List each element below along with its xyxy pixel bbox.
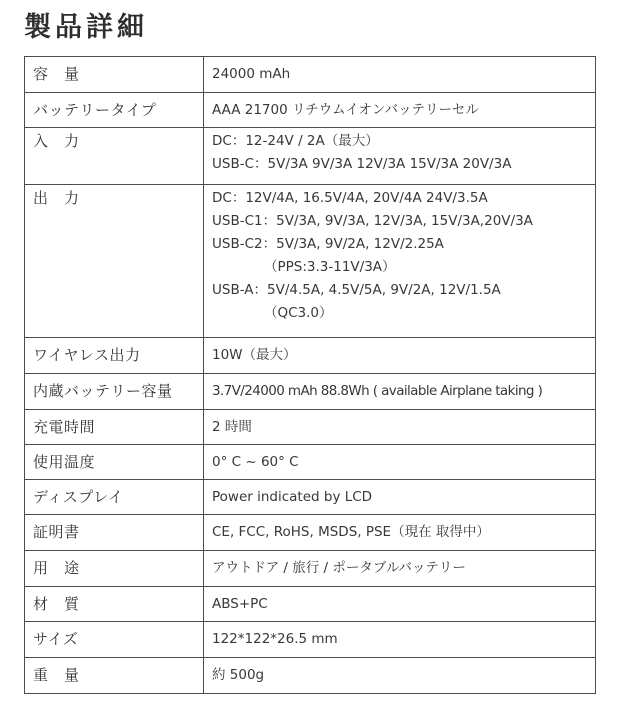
table-row-wireless-output bbox=[25, 338, 596, 374]
row-value: 122*122*26.5 mm bbox=[204, 622, 596, 658]
row-value: Power indicated by LCD bbox=[204, 480, 596, 515]
row-value: ABS+PC bbox=[204, 587, 596, 622]
table-row-certification bbox=[25, 515, 596, 551]
value-line: DC：12V/4A, 16.5V/4A, 20V/4A 24V/3.5A bbox=[212, 190, 488, 206]
row-label: 入 力 bbox=[25, 128, 204, 185]
row-label: サイズ bbox=[25, 622, 204, 658]
value-line: （QC3.0） bbox=[264, 305, 333, 321]
row-label: 材 質 bbox=[25, 587, 204, 622]
value-line: USB-C1：5V/3A, 9V/3A, 12V/3A, 15V/3A,20V/3A bbox=[212, 213, 533, 229]
value-line: （PPS:3.3-11V/3A） bbox=[264, 259, 396, 275]
table-row-size bbox=[25, 622, 596, 658]
table-row-output bbox=[25, 185, 596, 338]
table-row-battery-type bbox=[25, 93, 596, 128]
table-row-usage bbox=[25, 551, 596, 587]
table-row-charge-time bbox=[25, 410, 596, 445]
value-line: USB-C：5V/3A 9V/3A 12V/3A 15V/3A 20V/3A bbox=[212, 156, 512, 172]
row-value bbox=[204, 128, 596, 185]
table-row-internal-capacity bbox=[25, 374, 596, 410]
row-label: 容 量 bbox=[25, 57, 204, 93]
row-label: 内蔵バッテリー容量 bbox=[25, 374, 204, 410]
row-label: ディスプレイ bbox=[25, 480, 204, 515]
table-row-material bbox=[25, 587, 596, 622]
row-label: ワイヤレス出力 bbox=[25, 338, 204, 374]
page-title: 製品詳細 bbox=[24, 12, 148, 43]
spec-table bbox=[24, 56, 596, 694]
row-value: 2 時間 bbox=[204, 410, 596, 445]
row-value: CE, FCC, RoHS, MSDS, PSE（現在 取得中） bbox=[204, 515, 596, 551]
row-value: 3.7V/24000 mAh 88.8Wh ( available Airplane taking ) bbox=[204, 374, 596, 410]
value-line: USB-C2：5V/3A, 9V/2A, 12V/2.25A bbox=[212, 236, 444, 252]
row-value: 0° C ~ 60° C bbox=[204, 445, 596, 480]
row-label: 重 量 bbox=[25, 658, 204, 694]
value-line: USB-A：5V/4.5A, 4.5V/5A, 9V/2A, 12V/1.5A bbox=[212, 282, 501, 298]
row-label: 証明書 bbox=[25, 515, 204, 551]
row-label: 充電時間 bbox=[25, 410, 204, 445]
row-value: 24000 mAh bbox=[204, 57, 596, 93]
row-label: バッテリータイプ bbox=[25, 93, 204, 128]
row-value: アウトドア / 旅行 / ポータブルバッテリー bbox=[204, 551, 596, 587]
row-label: 使用温度 bbox=[25, 445, 204, 480]
value-line: DC：12-24V / 2A（最大） bbox=[212, 133, 379, 149]
table-row-operating-temp bbox=[25, 445, 596, 480]
row-value bbox=[204, 185, 596, 338]
row-label: 出 力 bbox=[25, 185, 204, 338]
row-value: 約 500g bbox=[204, 658, 596, 694]
row-value: 10W（最大） bbox=[204, 338, 596, 374]
row-value: AAA 21700 リチウムイオンバッテリーセル bbox=[204, 93, 596, 128]
table-row-display bbox=[25, 480, 596, 515]
row-label: 用 途 bbox=[25, 551, 204, 587]
table-row-input bbox=[25, 128, 596, 185]
table-row-capacity bbox=[25, 57, 596, 93]
table-row-weight bbox=[25, 658, 596, 694]
